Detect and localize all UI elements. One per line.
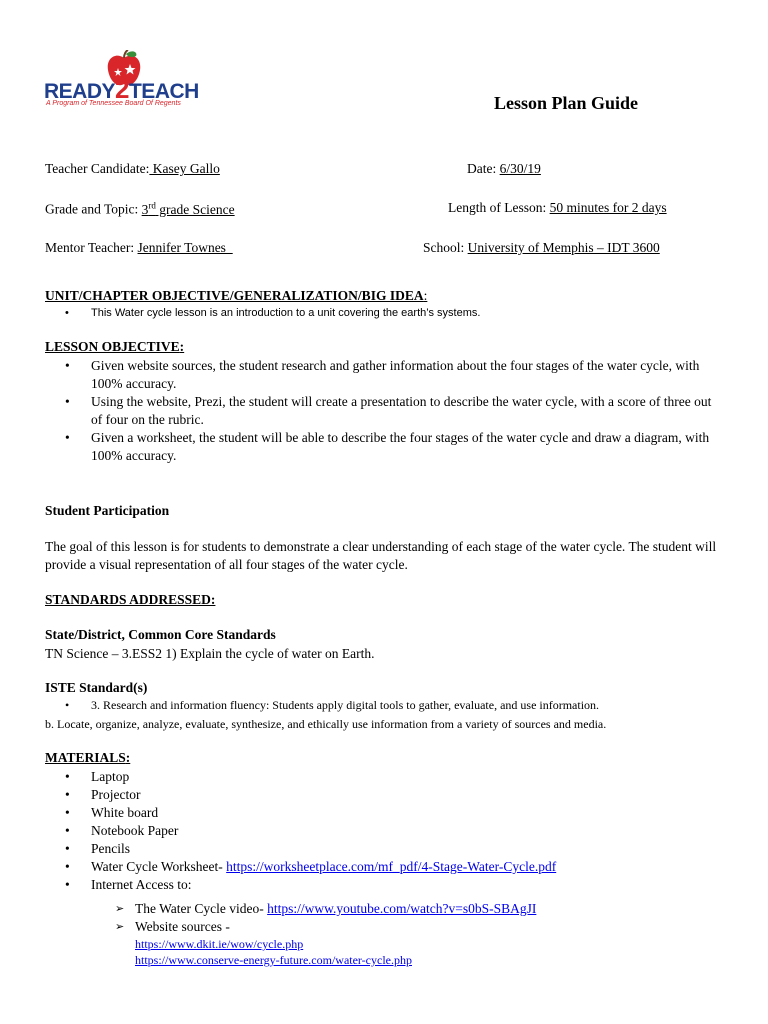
list-item: • Pencils <box>45 840 725 858</box>
participation-text: The goal of this lesson is for students to demonstrate a clear understanding of each stage of the water cycle. The student will provide a visual representation of all four stages of the water cycle. <box>45 539 717 572</box>
list-item: • White board <box>45 804 725 822</box>
ready2teach-logo <box>44 44 199 116</box>
length-value: 50 minutes for 2 days <box>549 200 667 215</box>
list-item: • Laptop <box>45 768 725 786</box>
standards-heading: STANDARDS ADDRESSED: <box>45 592 216 607</box>
list-item-video: ➢ The Water Cycle video- https://www.youtube.com/watch?v=s0bS-SBAgJI <box>115 900 536 918</box>
iste-heading: ISTE Standard(s) <box>45 680 148 695</box>
video-link[interactable]: https://www.youtube.com/watch?v=s0bS-SBAgJI <box>267 901 537 916</box>
date-label: Date: <box>467 161 500 176</box>
school-label: School: <box>423 240 468 255</box>
school-value: University of Memphis – IDT 3600 <box>467 240 660 255</box>
list-item-sources: ➢ Website sources - <box>115 918 536 936</box>
date-value: 6/30/19 <box>499 161 541 176</box>
teacher-label: Teacher Candidate: <box>45 161 150 176</box>
logo-wordmark: READY2TEACH <box>44 74 199 104</box>
source-link[interactable]: https://www.conserve-energy-future.com/water-cycle.php <box>135 953 412 967</box>
list-item-worksheet: • Water Cycle Worksheet- https://worksheetplace.com/mf_pdf/4-Stage-Water-Cycle.pdf <box>45 858 725 876</box>
teacher-row <box>45 161 708 179</box>
internet-sublist <box>115 900 536 936</box>
list-item: • Using the website, Prezi, the student will create a presentation to describe the water cycle, with a score of three out of four on the rubric. <box>45 393 725 429</box>
worksheet-link[interactable]: https://worksheetplace.com/mf_pdf/4-Stage-Water-Cycle.pdf <box>226 859 557 874</box>
list-item: • Given a worksheet, the student will be able to describe the four stages of the water cycle and draw a diagram, with 100% accuracy. <box>45 429 725 465</box>
mentor-row <box>45 240 708 258</box>
list-item: • Notebook Paper <box>45 822 725 840</box>
mentor-value: Jennifer Townes <box>137 240 233 255</box>
materials-heading: MATERIALS: <box>45 750 131 765</box>
state-standards-text: TN Science – 3.ESS2 1) Explain the cycle of water on Earth. <box>45 646 375 661</box>
logo-subtitle: A Program of Tennessee Board Of Regents <box>46 100 181 107</box>
list-item: • This Water cycle lesson is an introduction to a unit covering the earth’s systems. <box>45 305 725 321</box>
grade-value: 3rd grade Science <box>141 200 235 217</box>
state-standards-heading: State/District, Common Core Standards <box>45 627 276 642</box>
lesson-objective-list <box>45 357 725 465</box>
participation-heading: Student Participation <box>45 503 170 518</box>
page-title: Lesson Plan Guide <box>494 93 639 113</box>
unit-heading: UNIT/CHAPTER OBJECTIVE/GENERALIZATION/BIG IDEA: <box>45 288 428 303</box>
length-label: Length of Lesson: <box>448 200 550 215</box>
teacher-value: Kasey Gallo <box>149 161 220 176</box>
list-item: • Projector <box>45 786 725 804</box>
grade-row <box>45 200 708 218</box>
unit-list <box>45 305 725 321</box>
source-link[interactable]: https://www.dkit.ie/wow/cycle.php <box>135 937 304 951</box>
source-links <box>135 936 412 968</box>
iste-list <box>45 697 745 714</box>
lesson-objective-heading: LESSON OBJECTIVE: <box>45 339 185 354</box>
mentor-label: Mentor Teacher: <box>45 240 138 255</box>
iste-subitem: b. Locate, organize, analyze, evaluate, synthesize, and ethically use information from a variety of sources and media. <box>45 717 607 731</box>
materials-list <box>45 768 725 894</box>
list-item: • Given website sources, the student research and gather information about the four stages of the water cycle, with 100% accuracy. <box>45 357 725 393</box>
list-item-internet: • Internet Access to: <box>45 876 725 894</box>
grade-label: Grade and Topic: <box>45 201 142 217</box>
list-item: • 3. Research and information fluency: Students apply digital tools to gather, evaluate, and use information. <box>45 697 745 714</box>
